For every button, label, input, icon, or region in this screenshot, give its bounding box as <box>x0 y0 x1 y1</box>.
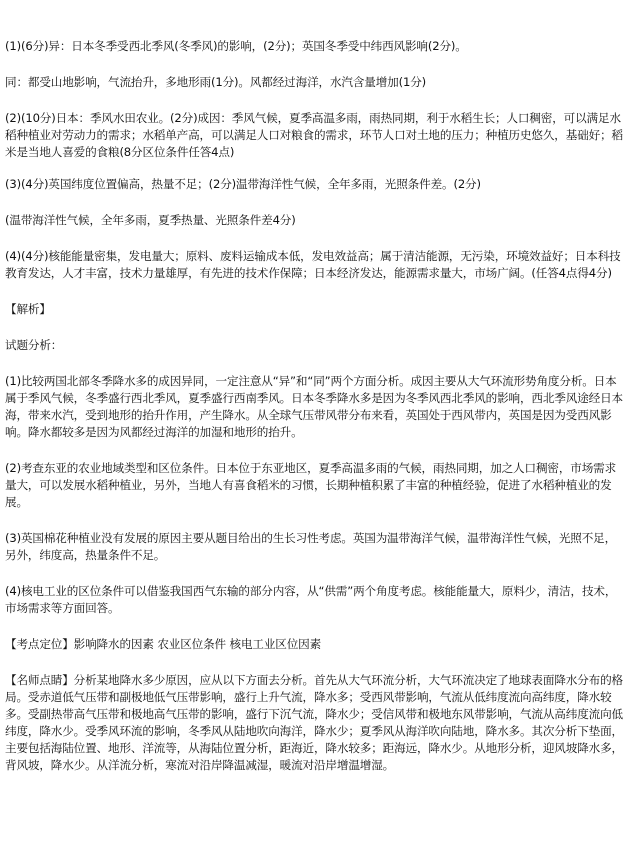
kaodian-text: 影响降水的因素 农业区位条件 核电工业区位因素 <box>73 637 322 651</box>
answer-part2: (2)(10分)日本：季风水田农业。(2分)成因：季风气候，夏季高温多雨，雨热同期，利于水稻生长；人口稠密，可以满足水稻种植业对劳动力的需求；水稻单产高，可以满足人口对粮食的需求，环节人口对土地的压力；种植历史悠久，基础好；稻米是当地人喜爱的食粮(8分区位条件任答4点) <box>5 111 623 159</box>
answer-part3: (3)(4分)英国纬度位置偏高，热量不足；(2分)温带海洋性气候，全年多雨，光照条件差。(2分) <box>5 177 481 191</box>
analysis-heading: 【解析】 <box>5 302 51 316</box>
answer-part3-note: (温带海洋性气候，全年多雨，夏季热量、光照条件差4分) <box>5 213 296 227</box>
answer-part1-difference: (1)(6分)异：日本冬季受西北季风(冬季风)的影响，(2分)；英国冬季受中纬西风影响(2分)。 <box>5 39 467 53</box>
answer-part1-similarity: 同：都受山地影响，气流抬升，多地形雨(1分)。风都经过海洋，水汽含量增加(1分) <box>5 75 427 89</box>
mingshi-section <box>5 672 624 774</box>
analysis-part2: (2)考查东亚的农业地域类型和区位条件。日本位于东亚地区，夏季高温多雨的气候，雨热同期，加之人口稠密，市场需求量大，可以发展水稻种植业，另外，当地人有喜食稻米的习惯，长期种植积累了丰富的种植经验，促进了水稻种植业的发展。 <box>5 461 617 509</box>
mingshi-text: 分析某地降水多少原因，应从以下方面去分析。首先从大气环流分析，大气环流决定了地球表面降水分布的格局。受赤道低气压带和副极地低气压带影响，盛行上升气流，降水多；受西风带影响，气流从低纬度流向高纬度，降水较多。受副热带高气压带和极地高气压带的影响，盛行下沉气流，降水少；受信风带和极地东风带影响，气流从高纬度流向低纬度，降水少。受季风环流的影响，冬季风从陆地吹向海洋，降水少；夏季风从海洋吹向陆地，降水多。其次分析下垫面，主要包括海陆位置、地形、洋流等，从海陆位置分析，距海近，降水较多；距海远，降水少。从地形分析，迎风坡降水多，背风坡，降水少。从洋流分析，寒流对沿岸降温减湿，暖流对沿岸增温增湿。 <box>5 673 623 772</box>
mingshi-tag: 【名师点睛】 <box>5 673 74 687</box>
analysis-part1: (1)比较两国北部冬季降水多的成因异同，一定注意从“异”和“同”两个方面分析。成因主要从大气环流形势角度分析。日本属于季风气候，冬季盛行西北季风，夏季盛行西南季风。日本冬季降水多是因为冬季风西北季风的影响，西北季风途经日本海，带来水汽，受到地形的抬升作用，产生降水。从全球气压带风带分布来看，英国处于西风带内，英国是因为受西风影响。降水都较多是因为风都经过海洋的加湿和地形的抬升。 <box>5 374 623 439</box>
analysis-intro: 试题分析： <box>5 338 63 352</box>
answer-part4: (4)(4分)核能能量密集，发电量大；原料、废料运输成本低，发电效益高；属于清洁能源，无污染，环境效益好；日本科技教育发达，人才丰富，技术力量雄厚，有先进的技术作保障；日本经济发达，能源需求量大，市场广阔。(任答4点得4分) <box>5 249 621 280</box>
kaodian-tag: 【考点定位】 <box>5 637 74 651</box>
analysis-part4: (4)核电工业的区位条件可以借鉴我国西气东输的部分内容，从“供需”两个角度考虑。核能能量大，原料少，清洁，技术，市场需求等方面回答。 <box>5 584 617 615</box>
kaodian-section <box>5 636 624 653</box>
analysis-part3: (3)英国棉花种植业没有发展的原因主要从题目给出的生长习性考虑。英国为温带海洋气候，温带海洋性气候，光照不足，另外，纬度高，热量条件不足。 <box>5 531 617 562</box>
